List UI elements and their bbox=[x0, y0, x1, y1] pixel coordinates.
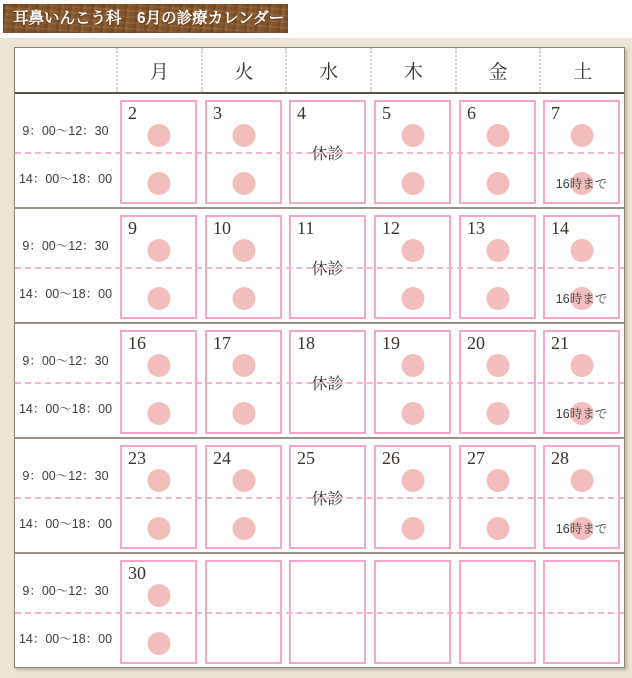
closed-label: 休診 bbox=[308, 259, 346, 280]
closed-label: 休診 bbox=[308, 374, 346, 395]
date-number: 26 bbox=[382, 448, 400, 468]
date-number: 28 bbox=[551, 448, 569, 468]
afternoon-open-circle bbox=[147, 172, 170, 195]
date-number: 12 bbox=[382, 218, 400, 238]
afternoon-open-circle bbox=[232, 172, 255, 195]
date-number: 27 bbox=[467, 448, 485, 468]
morning-open-circle bbox=[486, 124, 509, 147]
date-number: 3 bbox=[213, 103, 222, 123]
morning-open-circle bbox=[401, 124, 424, 147]
closed-label: 休診 bbox=[308, 144, 346, 165]
slot-divider-dashed-line bbox=[15, 612, 624, 614]
date-number: 7 bbox=[551, 103, 560, 123]
top-strip bbox=[0, 0, 632, 38]
date-number: 16 bbox=[128, 333, 146, 353]
clinic-calendar bbox=[14, 47, 625, 668]
date-number: 18 bbox=[297, 333, 315, 353]
morning-open-circle bbox=[486, 469, 509, 492]
saturday-hours-note: 16時まで bbox=[555, 292, 608, 306]
closed-label-wrap bbox=[291, 144, 364, 165]
time-slot-afternoon-label: 14：00～18：00 bbox=[18, 517, 113, 531]
morning-open-circle bbox=[570, 469, 593, 492]
morning-open-circle bbox=[401, 354, 424, 377]
morning-open-circle bbox=[401, 469, 424, 492]
date-number: 23 bbox=[128, 448, 146, 468]
day-header-thursday: 木 bbox=[370, 48, 455, 92]
closed-label-wrap bbox=[291, 489, 364, 510]
date-number: 24 bbox=[213, 448, 231, 468]
saturday-hours-note: 16時まで bbox=[555, 407, 608, 421]
date-number: 4 bbox=[297, 103, 306, 123]
day-header-saturday: 土 bbox=[539, 48, 624, 92]
date-number: 9 bbox=[128, 218, 137, 238]
calendar-header-row bbox=[15, 48, 624, 94]
morning-open-circle bbox=[486, 239, 509, 262]
afternoon-open-circle bbox=[147, 517, 170, 540]
closed-label-wrap bbox=[291, 259, 364, 280]
week-row bbox=[15, 324, 624, 439]
date-number: 19 bbox=[382, 333, 400, 353]
date-number: 20 bbox=[467, 333, 485, 353]
afternoon-open-circle bbox=[401, 287, 424, 310]
date-number: 6 bbox=[467, 103, 476, 123]
afternoon-open-circle bbox=[147, 632, 170, 655]
time-slot-morning-label: 9：00～12：30 bbox=[22, 124, 109, 138]
slot-divider-dashed-line bbox=[15, 267, 624, 269]
morning-open-circle bbox=[570, 124, 593, 147]
day-header-friday: 金 bbox=[455, 48, 540, 92]
date-number: 25 bbox=[297, 448, 315, 468]
afternoon-open-circle bbox=[401, 172, 424, 195]
morning-open-circle bbox=[147, 239, 170, 262]
afternoon-open-circle bbox=[486, 402, 509, 425]
afternoon-open-circle bbox=[401, 402, 424, 425]
week-row bbox=[15, 209, 624, 324]
morning-open-circle bbox=[401, 239, 424, 262]
morning-open-circle bbox=[147, 584, 170, 607]
time-slot-morning-label: 9：00～12：30 bbox=[22, 354, 109, 368]
morning-open-circle bbox=[232, 354, 255, 377]
time-column-spacer bbox=[15, 48, 116, 92]
slot-divider-dashed-line bbox=[15, 152, 624, 154]
afternoon-open-circle bbox=[147, 402, 170, 425]
time-slot-afternoon-label: 14：00～18：00 bbox=[18, 402, 113, 416]
calendar-weeks bbox=[15, 94, 624, 667]
morning-open-circle bbox=[232, 469, 255, 492]
morning-open-circle bbox=[232, 239, 255, 262]
date-number: 14 bbox=[551, 218, 569, 238]
time-slot-afternoon-label: 14：00～18：00 bbox=[18, 287, 113, 301]
date-number: 11 bbox=[297, 218, 315, 238]
day-header-tuesday: 火 bbox=[201, 48, 286, 92]
time-slot-morning-label: 9：00～12：30 bbox=[22, 239, 109, 253]
morning-open-circle bbox=[486, 354, 509, 377]
afternoon-open-circle bbox=[232, 287, 255, 310]
date-number: 2 bbox=[128, 103, 137, 123]
week-row bbox=[15, 439, 624, 554]
date-number: 5 bbox=[382, 103, 391, 123]
date-number: 30 bbox=[128, 563, 146, 583]
date-number: 17 bbox=[213, 333, 231, 353]
date-number: 13 bbox=[467, 218, 485, 238]
morning-open-circle bbox=[570, 239, 593, 262]
morning-open-circle bbox=[147, 124, 170, 147]
afternoon-open-circle bbox=[147, 287, 170, 310]
week-row bbox=[15, 94, 624, 209]
page-title: 耳鼻いんこう科 6月の診療カレンダー bbox=[13, 10, 285, 27]
closed-label-wrap bbox=[291, 374, 364, 395]
closed-label: 休診 bbox=[308, 489, 346, 510]
saturday-hours-note: 16時まで bbox=[555, 522, 608, 536]
time-slot-afternoon-label: 14：00～18：00 bbox=[18, 632, 113, 646]
day-header-monday: 月 bbox=[116, 48, 201, 92]
page-title-bar bbox=[3, 4, 288, 33]
morning-open-circle bbox=[232, 124, 255, 147]
afternoon-open-circle bbox=[486, 287, 509, 310]
time-slot-afternoon-label: 14：00～18：00 bbox=[18, 172, 113, 186]
afternoon-open-circle bbox=[401, 517, 424, 540]
week-row bbox=[15, 554, 624, 667]
afternoon-open-circle bbox=[486, 517, 509, 540]
time-slot-morning-label: 9：00～12：30 bbox=[22, 584, 109, 598]
afternoon-open-circle bbox=[232, 517, 255, 540]
saturday-hours-note: 16時まで bbox=[555, 177, 608, 191]
time-slot-morning-label: 9：00～12：30 bbox=[22, 469, 109, 483]
morning-open-circle bbox=[147, 469, 170, 492]
day-header-wednesday: 水 bbox=[285, 48, 370, 92]
date-number: 10 bbox=[213, 218, 231, 238]
afternoon-open-circle bbox=[486, 172, 509, 195]
afternoon-open-circle bbox=[232, 402, 255, 425]
slot-divider-dashed-line bbox=[15, 382, 624, 384]
morning-open-circle bbox=[147, 354, 170, 377]
date-number: 21 bbox=[551, 333, 569, 353]
slot-divider-dashed-line bbox=[15, 497, 624, 499]
morning-open-circle bbox=[570, 354, 593, 377]
